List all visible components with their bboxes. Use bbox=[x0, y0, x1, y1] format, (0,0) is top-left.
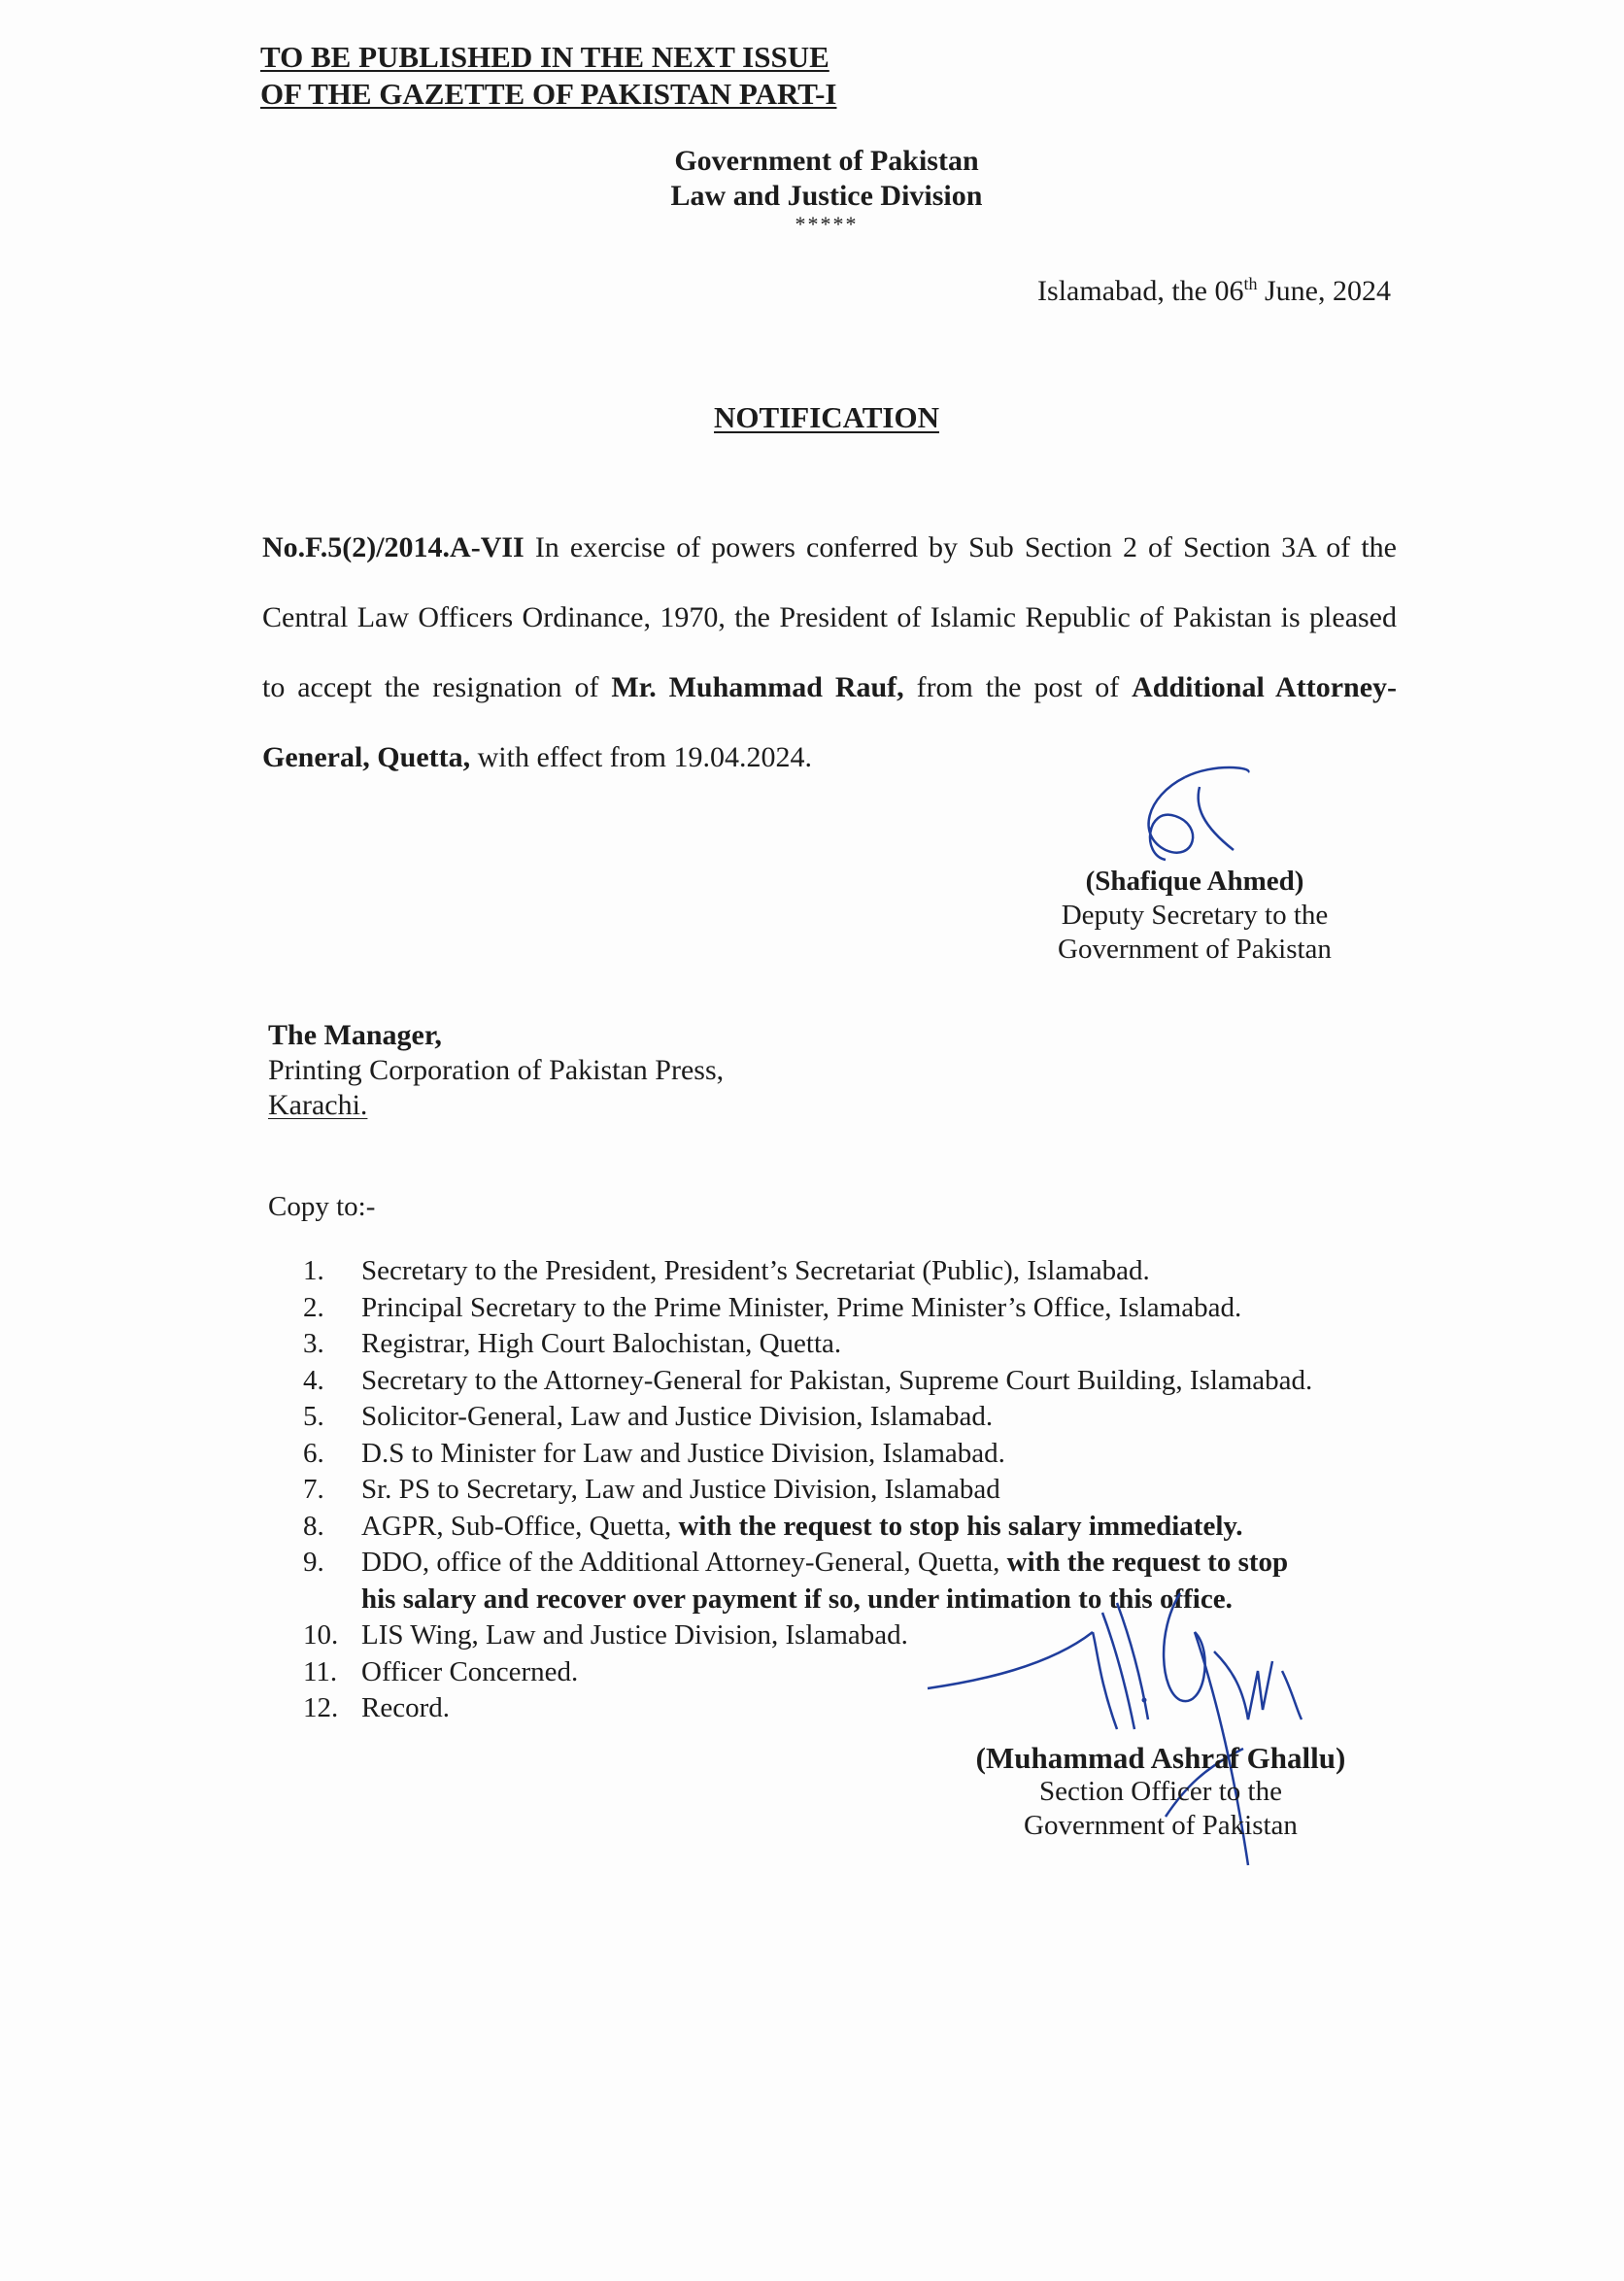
gazette-header bbox=[260, 39, 836, 113]
signatory-2-title-line-1: Section Officer to the bbox=[1039, 1776, 1282, 1807]
copy-to-item-bold-text: with the request to stop bbox=[1006, 1547, 1289, 1578]
copy-to-item bbox=[303, 1253, 1410, 1290]
copy-to-item-text bbox=[361, 1326, 1410, 1363]
signatory-2-name: (Muhammad Ashraf Ghallu) bbox=[975, 1741, 1346, 1775]
addressee-line-3: Karachi. bbox=[268, 1089, 368, 1121]
copy-to-item-plain-text: D.S to Minister for Law and Justice Division, Islamabad. bbox=[361, 1437, 1005, 1469]
copy-to-item-number: 3. bbox=[303, 1328, 324, 1359]
addressee-line-2: Printing Corporation of Pakistan Press, bbox=[268, 1054, 725, 1086]
copy-to-item-text bbox=[361, 1472, 1410, 1509]
notification-text-1: In exercise of powers conferred by Sub Section 2 of Section 3A of the Central Law Officers Ordinance, 1970, the President of Islamic Republic of Pakistan is pleased to accept the resignation of bbox=[262, 531, 1397, 703]
copy-to-item bbox=[303, 1436, 1410, 1473]
copy-to-item-plain-text: DDO, office of the Additional Attorney-General, Quetta, bbox=[361, 1547, 1007, 1578]
copy-to-item-plain-text: Officer Concerned. bbox=[361, 1655, 579, 1687]
office-heading bbox=[0, 144, 1624, 235]
copy-to-item-plain-text: AGPR, Sub-Office, Quetta, bbox=[361, 1510, 679, 1542]
copy-to-item-text bbox=[361, 1253, 1410, 1290]
notification-text-3: with effect from 19.04.2024. bbox=[470, 741, 812, 773]
copy-to-item-number: 12. bbox=[303, 1692, 339, 1723]
copy-to-item-number: 8. bbox=[303, 1510, 324, 1542]
copy-to-item-number: 9. bbox=[303, 1547, 324, 1578]
copy-to-item-number: 11. bbox=[303, 1655, 338, 1687]
signatory-2 bbox=[932, 1741, 1389, 1843]
copy-to-item-number: 7. bbox=[303, 1474, 324, 1505]
division-name: Law and Justice Division bbox=[670, 180, 983, 212]
copy-to-item-text bbox=[361, 1436, 1410, 1473]
copy-to-item-plain-text: LIS Wing, Law and Justice Division, Islamabad. bbox=[361, 1619, 908, 1651]
copy-to-item bbox=[303, 1472, 1410, 1509]
date-suffix: th bbox=[1243, 274, 1258, 293]
copy-to-item-plain-text: Secretary to the President, President’s Secretariat (Public), Islamabad. bbox=[361, 1255, 1150, 1286]
addressee-block bbox=[268, 1018, 724, 1123]
signatory-1-name: (Shafique Ahmed) bbox=[1085, 866, 1304, 897]
copy-to-item-text bbox=[361, 1290, 1410, 1327]
date-rest: June, 2024 bbox=[1257, 275, 1391, 307]
signatory-1-title-line-1: Deputy Secretary to the bbox=[1061, 900, 1329, 931]
signatory-2-title-line-2: Government of Pakistan bbox=[1024, 1810, 1298, 1841]
copy-to-item bbox=[303, 1290, 1410, 1327]
copy-to-item-number: 5. bbox=[303, 1401, 324, 1432]
notification-title: NOTIFICATION bbox=[714, 400, 939, 434]
signatory-1 bbox=[1049, 865, 1340, 967]
date-prefix: Islamabad, the 06 bbox=[1037, 275, 1244, 307]
post-name: Additional Attorney-General, Quetta, bbox=[262, 671, 1398, 773]
copy-to-item-plain-text: Secretary to the Attorney-General for Pakistan, Supreme Court Building, Islamabad. bbox=[361, 1364, 1313, 1396]
government-name: Government of Pakistan bbox=[674, 145, 979, 177]
copy-to-item bbox=[303, 1363, 1410, 1400]
notification-body bbox=[262, 513, 1397, 793]
notification-number: No.F.5(2)/2014.A-VII bbox=[262, 531, 524, 563]
copy-to-item-bold-text: with the request to stop his salary immediately. bbox=[678, 1510, 1243, 1542]
copy-to-item-number: 10. bbox=[303, 1619, 339, 1651]
copy-to-item-number: 6. bbox=[303, 1437, 324, 1469]
copy-to-item-plain-text: Record. bbox=[361, 1692, 450, 1723]
resigning-person: Mr. Muhammad Rauf, bbox=[611, 671, 904, 703]
copy-to-item-plain-text: Registrar, High Court Balochistan, Quetta. bbox=[361, 1328, 842, 1359]
copy-to-item-number bbox=[303, 1582, 361, 1618]
signatory-1-title-line-2: Government of Pakistan bbox=[1058, 934, 1332, 965]
copy-to-item bbox=[303, 1399, 1410, 1436]
copy-to-item-text bbox=[361, 1509, 1410, 1546]
copy-to-item bbox=[303, 1509, 1410, 1546]
copy-to-item bbox=[303, 1326, 1410, 1363]
stars-separator: ***** bbox=[795, 212, 859, 236]
copy-to-item-text bbox=[361, 1399, 1410, 1436]
date-line bbox=[1037, 274, 1391, 308]
copy-to-item-text bbox=[361, 1363, 1410, 1400]
gazette-line-2: OF THE GAZETTE OF PAKISTAN PART-I bbox=[260, 77, 837, 111]
copy-to-item-plain-text: Solicitor-General, Law and Justice Division, Islamabad. bbox=[361, 1401, 994, 1432]
copy-to-item-bold-text: his salary and recover over payment if so, under intimation to this office. bbox=[361, 1583, 1233, 1615]
gazette-line-1: TO BE PUBLISHED IN THE NEXT ISSUE bbox=[260, 40, 829, 74]
addressee-line-1: The Manager, bbox=[268, 1019, 442, 1051]
copy-to-item-plain-text: Principal Secretary to the Prime Minister, Prime Minister’s Office, Islamabad. bbox=[361, 1291, 1242, 1323]
copy-to-item-number: 1. bbox=[303, 1255, 324, 1286]
notification-text-2: from the post of bbox=[903, 671, 1133, 703]
copy-to-item-number: 2. bbox=[303, 1291, 324, 1323]
copy-to-item-plain-text: Sr. PS to Secretary, Law and Justice Division, Islamabad bbox=[361, 1474, 1000, 1505]
copy-to-item-number: 4. bbox=[303, 1364, 324, 1396]
copy-to-label: Copy to:- bbox=[268, 1191, 376, 1222]
